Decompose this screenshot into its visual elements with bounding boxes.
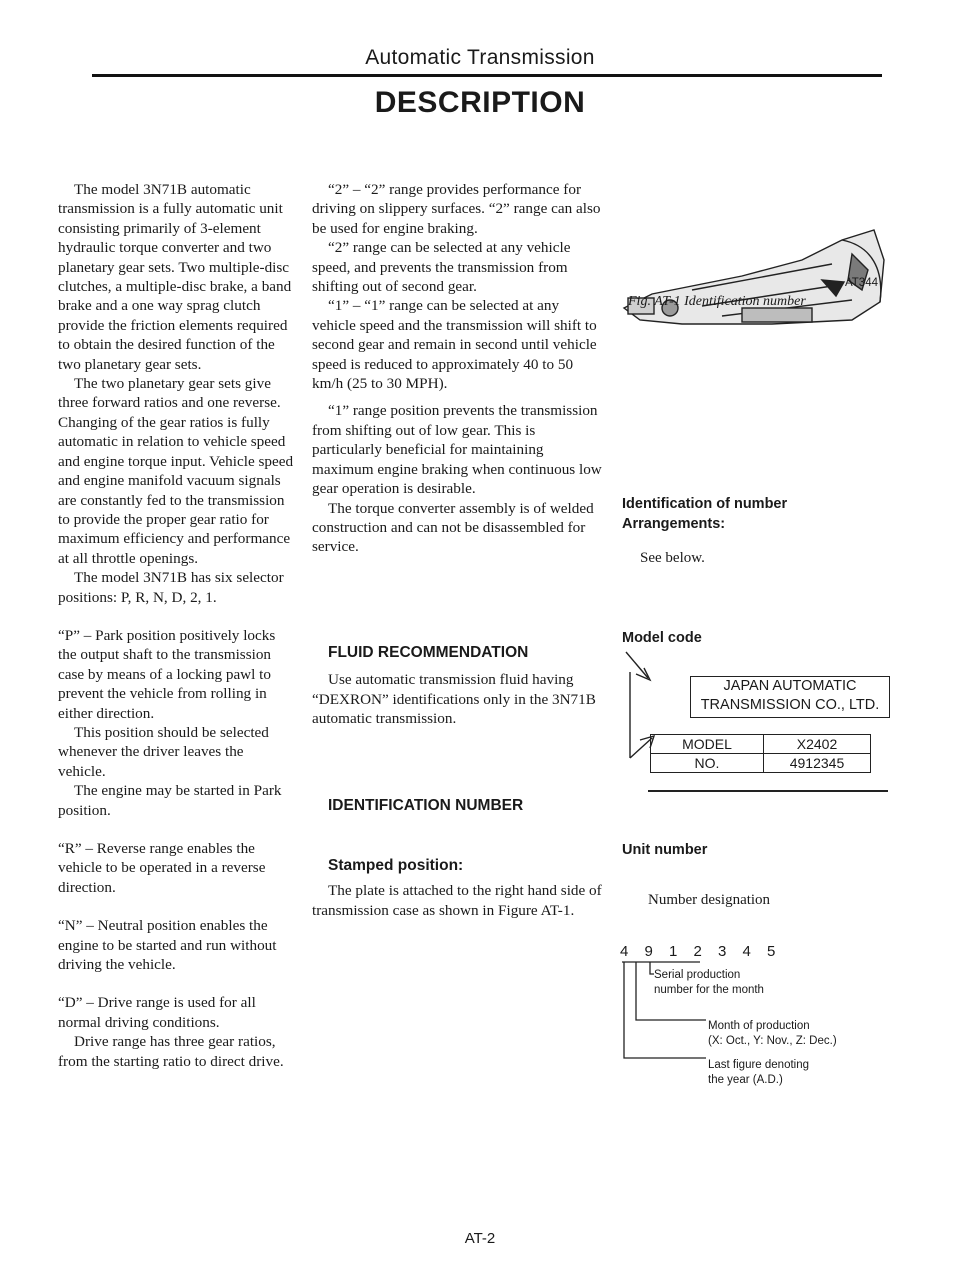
identification-heading: IDENTIFICATION NUMBER bbox=[328, 797, 524, 815]
figure-code: AT344 bbox=[844, 277, 878, 289]
legend-year-line-1: Last figure denoting bbox=[708, 1059, 810, 1071]
neutral-range-paragraph: “N” – Neutral position enables the engine to be started and run without driving the vehicle. bbox=[58, 917, 277, 974]
plate-model-label: MODEL bbox=[651, 735, 764, 754]
column-1 bbox=[58, 180, 294, 1071]
plate-table bbox=[650, 734, 871, 773]
reverse-range-paragraph: “R” – Reverse range enables the vehicle to be operated in a reverse direction. bbox=[58, 840, 266, 896]
legend-serial-line-2: number for the month bbox=[654, 984, 764, 996]
plate-no-label: NO. bbox=[651, 754, 764, 773]
legend-year-line-2: the year (A.D.) bbox=[708, 1074, 783, 1086]
fluid-heading: FLUID RECOMMENDATION bbox=[328, 643, 529, 661]
identification-plate bbox=[690, 676, 890, 718]
designation-digits: 4 9 1 2 3 4 5 bbox=[620, 943, 782, 960]
running-header: Automatic Transmission bbox=[365, 46, 595, 69]
park-range-paragraph: “P” – Park position positively locks the output shaft to the transmission case by means of a locking pawl to prevent the vehicle from rolling in either direction. bbox=[58, 626, 276, 722]
column-3 bbox=[622, 180, 892, 330]
legend-month-line-2: (X: Oct., Y: Nov., Z: Dec.) bbox=[708, 1035, 837, 1047]
legend-serial-line-1: Serial production bbox=[654, 969, 741, 981]
gear-sets-paragraph: The two planetary gear sets give three forward ratios and one reverse. Changing of the gear ratios is fully automatic in relation to vehicle speed and engine torque input. Vehicle speed and engine manifold vacuum signals are constantly fed to the transmission to provide the proper gear ratio for maximum efficiency and performance at all throttle openings. bbox=[58, 375, 294, 567]
legend-serial bbox=[654, 968, 764, 998]
park-range-paragraph-3: The engine may be started in Park position. bbox=[58, 782, 282, 819]
model-code-label: Model code bbox=[622, 630, 702, 646]
park-range-paragraph-2: This position should be selected whenever the driver leaves the vehicle. bbox=[58, 723, 269, 780]
plate-company-line-1: JAPAN AUTOMATIC bbox=[723, 678, 857, 694]
transmission-figure bbox=[622, 180, 892, 330]
intro-paragraph: The model 3N71B automatic transmission is a fully automatic unit consisting primarily of 3-element hydraulic torque converter and two planetary gear sets. Two multiple-disc clutches, a multiple-disc brake, a band brake and a one way sprag clutch provide the friction elements required to obtain the desired function of the two planetary gear sets. bbox=[58, 181, 292, 373]
first-range-paragraph: “1” – “1” range can be selected at any vehicle speed and the transmission will shift to second gear and remain in second until vehicle speed is reduced to approximately 40 to 50 km/h (25 to 30 MPH). bbox=[312, 297, 597, 393]
drive-range-paragraph: “D” – Drive range is used for all normal driving conditions. bbox=[58, 994, 256, 1031]
torque-converter-paragraph: The torque converter assembly is of welded construction and can not be disassembled for service. bbox=[312, 499, 594, 556]
plate-company-line-2: TRANSMISSION CO., LTD. bbox=[700, 697, 880, 713]
see-below-text: See below. bbox=[640, 550, 705, 566]
legend-year bbox=[708, 1058, 809, 1088]
figure-caption: Fig. AT-1 Identification number bbox=[628, 294, 806, 309]
plate-model-row bbox=[651, 735, 871, 754]
stamped-position-heading: Stamped position: bbox=[328, 856, 464, 874]
plate-no-row bbox=[651, 754, 871, 773]
fluid-paragraph: Use automatic transmission fluid having “DEXRON” identifications only in the 3N71B automatic transmission. bbox=[312, 671, 596, 727]
number-designation-label: Number designation bbox=[648, 892, 771, 908]
column-2 bbox=[312, 180, 602, 920]
drive-range-paragraph-2: Drive range has three gear ratios, from the starting ratio to direct drive. bbox=[58, 1033, 284, 1070]
plate-model-value: X2402 bbox=[764, 735, 871, 754]
first-range-paragraph-2: “1” range position prevents the transmission from shifting out of low gear. This is particularly beneficial for maintaining maximum engine braking when continuous low gear operation is desirable. bbox=[312, 402, 602, 498]
plate-bottom-rule bbox=[648, 790, 888, 792]
arrangements-heading: Identification of number Arrangements: bbox=[622, 496, 788, 532]
section-heading: DESCRIPTION bbox=[374, 86, 586, 119]
second-range-paragraph: “2” – “2” range provides performance for driving on slippery surfaces. “2” range can also be used for engine braking. bbox=[312, 181, 601, 237]
legend-month-line-1: Month of production bbox=[708, 1020, 810, 1032]
stamped-position-paragraph: The plate is attached to the right hand side of transmission case as shown in Figure AT-1. bbox=[312, 882, 602, 919]
plate-no-value: 4912345 bbox=[764, 754, 871, 773]
header-rule bbox=[92, 74, 882, 77]
legend-month bbox=[708, 1019, 837, 1049]
selector-positions-paragraph: The model 3N71B has six selector positions: P, R, N, D, 2, 1. bbox=[58, 569, 284, 606]
page-number: AT-2 bbox=[464, 1230, 496, 1247]
second-range-paragraph-2: “2” range can be selected at any vehicle speed, and prevents the transmission from shifting out of second gear. bbox=[312, 239, 571, 296]
unit-number-label: Unit number bbox=[622, 842, 708, 858]
